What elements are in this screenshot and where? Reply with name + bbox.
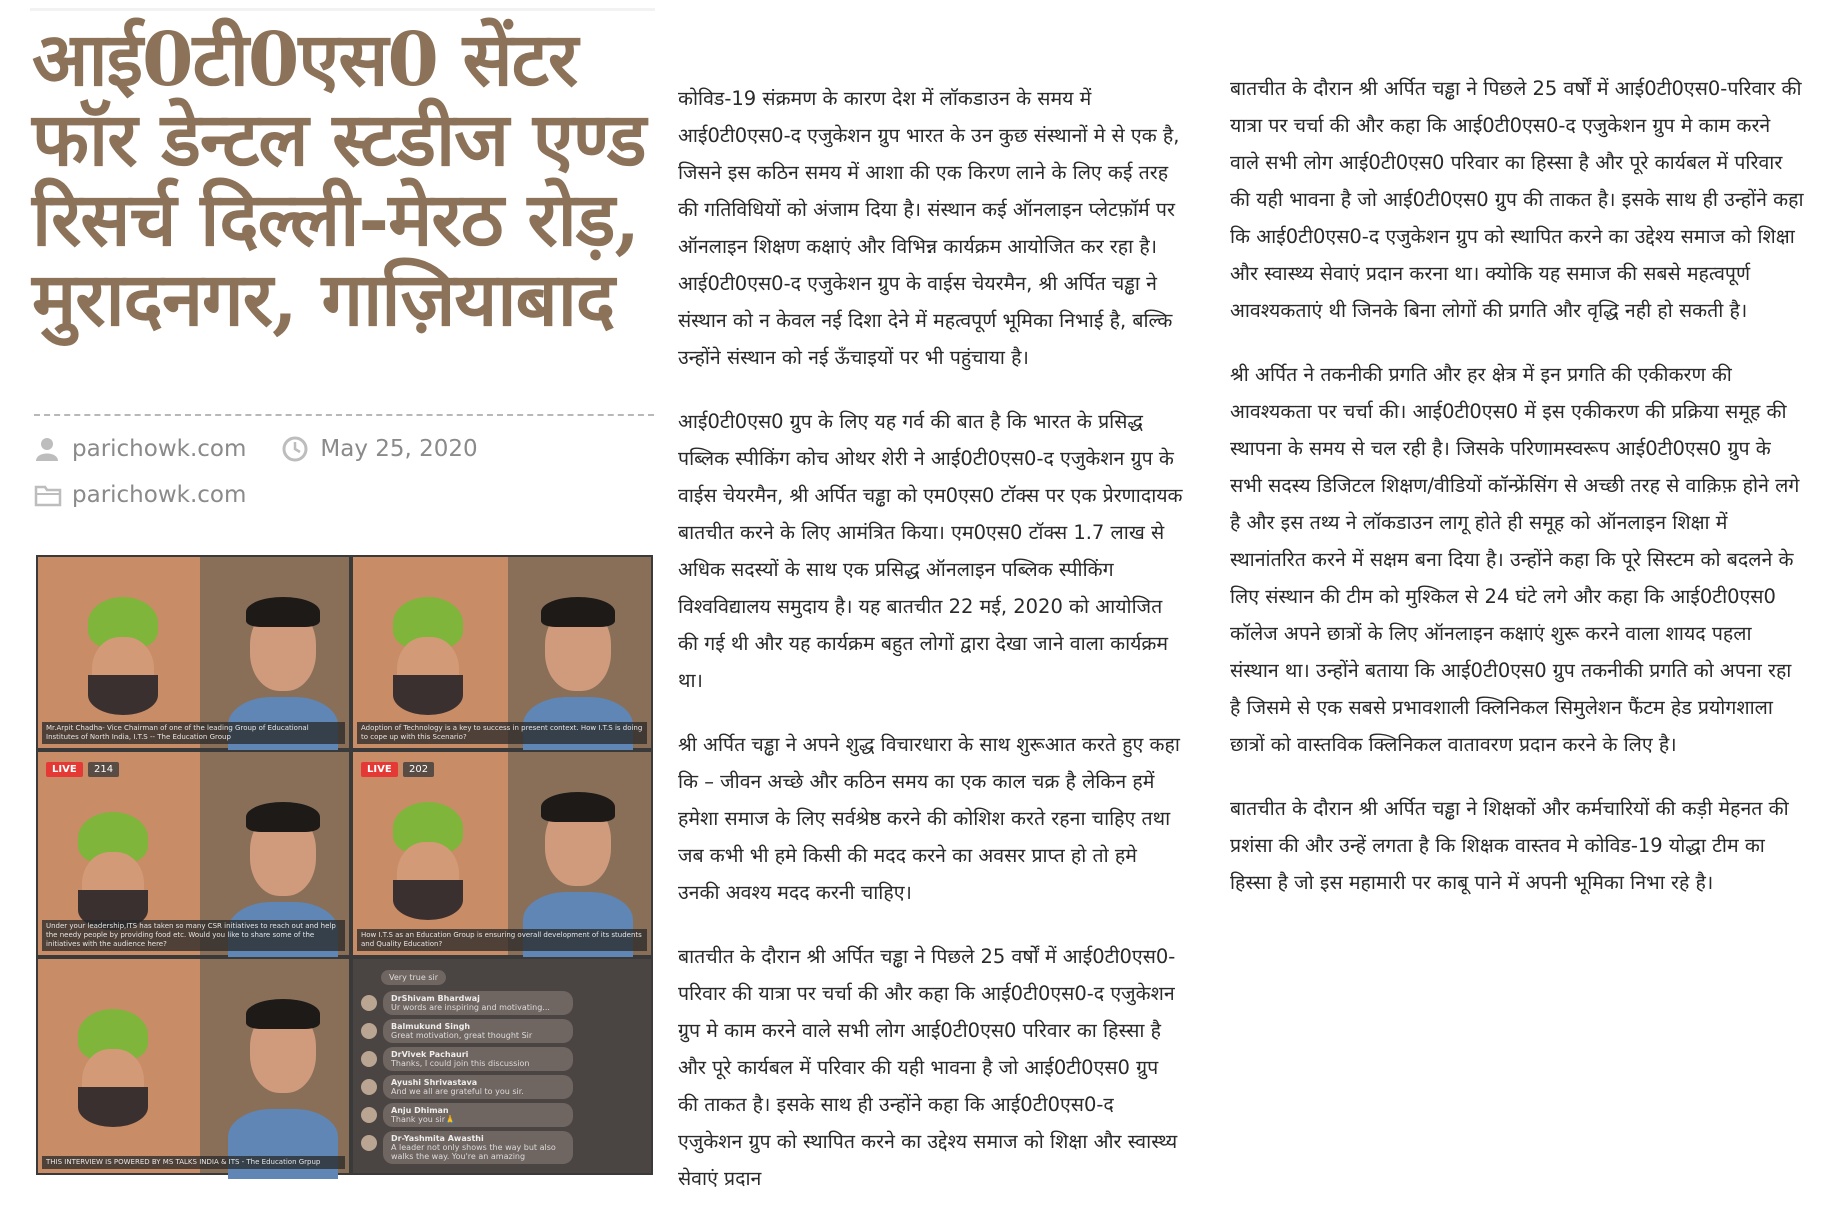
paragraph: बातचीत के दौरान श्री अर्पित चड्ढा ने पिछले 25 वर्षों में आई0टी0एस0-परिवार की यात्रा पर चर्चा की और कहा कि आई0टी0एस0-द एजुकेशन ग्रुप मे काम करने वाले सभी लोग आई0टी0एस0 परिवार का हिस्सा है और पूरे कार्यबल में परिवार की यही भावना है जो आई0टी0एस0 ग्रुप की ताकत है। इसके साथ ही उन्होंने कहा कि आई0टी0एस0-द एजुकेशन ग्रुप को स्थापित करने का उद्देश्य समाज को शिक्षा और स्वास्थ्य सेवाएं प्रदान bbox=[678, 945, 1178, 1190]
chat-message: Balmukund Singh Great motivation, great thought Sir bbox=[361, 1019, 643, 1043]
article-body-column-2 bbox=[1230, 70, 1805, 928]
paragraph: आई0टी0एस0 ग्रुप के लिए यह गर्व की बात है कि भारत के प्रसिद्ध पब्लिक स्पीकिंग कोच ओथर शेरी ने आई0टी0एस0-द एजुकेशन ग्रुप के वाईस चेयरमैन, श्री अर्पित चड्ढा को एम0एस0 टॉक्स पर एक प्रेरणादायक बातचीत करने के लिए आमंत्रित किया। एम0एस0 टॉक्स 1.7 लाख से अधिक सदस्यों के साथ एक प्रसिद्ध ऑनलाइन पब्लिक स्पीकिंग विश्वविद्यालय समुदाय है। यह बातचीत 22 मई, 2020 को आयोजित की गई थी और यह कार्यक्रम बहुत लोगों द्वारा देखा जाने वाला कार्यक्रम था। bbox=[678, 410, 1183, 692]
clock-icon bbox=[282, 436, 308, 462]
tile-caption: Under your leadership,ITS has taken so many CSR initiatives to reach out and help the needy people by providing food etc. Would you like to share some of the initiatives with the audience here? bbox=[42, 920, 345, 951]
video-tile bbox=[36, 555, 351, 750]
paragraph: श्री अर्पित ने तकनीकी प्रगति और हर क्षेत्र में इन प्रगति की एकीकरण की आवश्यकता पर चर्चा की। आई0टी0एस0 में इस एकीकरण की प्रक्रिया समूह की स्थापना के समय से चल रही है। जिसके परिणामस्वरूप आई0टी0एस0 ग्रुप के सभी सदस्य डिजिटल शिक्षण/वीडियों कॉन्फ्रेंसिंग से अच्छी तरह से वाक़िफ़ होने लगे है और इस तथ्य ने लॉकडाउन लागू होते ही समूह को ऑनलाइन शिक्षा में स्थानांतरित करने में सक्षम बना दिया है। उन्होंने कहा कि पूरे सिस्टम को बदलने के लिए संस्थान की टीम को मुश्किल से 24 घंटे लगे और कहा कि आई0टी0एस0 कॉलेज अपने छात्रों के लिए ऑनलाइन कक्षाएं शुरू करने वाला शायद पहला संस्थान था। उन्होंने बताया कि आई0टी0एस0 ग्रुप तकनीकी प्रगति को अपना रहा है जिसमे से एक सबसे प्रभावशाली क्लिनिकल सिमुलेशन फैंटम हेड प्रयोगशाला छात्रों को वास्तविक क्लिनिकल वातावरण प्रदान करने के लिए है। bbox=[1230, 363, 1800, 756]
chat-message: DrShivam Bhardwaj Ur words are inspiring and motivating... bbox=[361, 991, 643, 1015]
chat-message: Anju Dhiman Thank you sir🙏 bbox=[361, 1103, 643, 1127]
article-category bbox=[34, 482, 246, 508]
interview-photo-collage bbox=[36, 555, 653, 1175]
paragraph: श्री अर्पित चड्ढा ने अपने शुद्ध विचारधारा के साथ शुरूआत करते हुए कहा कि – जीवन अच्छे और कठिन समय का एक काल चक्र है लेकिन हमें हमेशा समाज के लिए सर्वश्रेष्ठ करने की कोशिश करते रहना चाहिए तथा जब कभी भी हमे किसी की मदद करने का अवसर प्राप्त हो तो हमे उनकी अवश्य मदद करनी चाहिए। bbox=[678, 733, 1180, 904]
post-date bbox=[282, 436, 477, 462]
avatar bbox=[361, 1051, 377, 1067]
avatar bbox=[361, 1107, 377, 1123]
chat-message: Ayushi Shrivastava And we all are grateful to you sir. bbox=[361, 1075, 643, 1099]
avatar bbox=[361, 1023, 377, 1039]
video-tile bbox=[36, 957, 351, 1175]
date-text: May 25, 2020 bbox=[320, 436, 478, 462]
viewer-count: 202 bbox=[403, 762, 434, 777]
viewer-count: 214 bbox=[88, 762, 119, 777]
avatar bbox=[361, 1135, 377, 1151]
tile-caption: How I.T.S as an Education Group is ensuring overall development of its students and Quality Education? bbox=[357, 929, 647, 951]
category-link[interactable]: parichowk.com bbox=[72, 482, 247, 508]
paragraph: बातचीत के दौरान श्री अर्पित चड्ढा ने शिक्षकों और कर्मचारियों की कड़ी मेहनत की प्रशंसा की और उन्हें लगता है कि शिक्षक वास्तव मे कोविड-19 योद्धा टीम का हिस्सा है जो इस महामारी पर काबू पाने में अपनी भूमिका निभा रहे है। bbox=[1230, 797, 1789, 894]
article-meta bbox=[34, 436, 478, 462]
avatar bbox=[361, 995, 377, 1011]
video-tile bbox=[36, 750, 351, 957]
top-divider bbox=[30, 8, 655, 11]
folder-icon bbox=[34, 482, 60, 508]
tile-caption: THIS INTERVIEW IS POWERED BY MS TALKS INDIA & ITS - The Education Grpup bbox=[42, 1156, 345, 1169]
user-icon bbox=[34, 436, 60, 462]
chat-message: Dr-Yashmita Awasthi A leader not only shows the way but also walks the way. You're an amazing bbox=[361, 1131, 643, 1164]
live-badge: LIVE bbox=[361, 762, 398, 777]
live-badge: LIVE bbox=[46, 762, 83, 777]
paragraph: कोविड-19 संक्रमण के कारण देश में लॉकडाउन के समय में आई0टी0एस0-द एजुकेशन ग्रुप भारत के उन कुछ संस्थानों मे से एक है, जिसने इस कठिन समय में आशा की एक किरण लाने के लिए कई तरह की गतिविधियों को अंजाम दिया है। संस्थान कई ऑनलाइन प्लेटफ़ॉर्म पर ऑनलाइन शिक्षण कक्षाएं और विभिन्न कार्यक्रम आयोजित कर रहा है। आई0टी0एस0-द एजुकेशन ग्रुप के वाईस चेयरमैन, श्री अर्पित चड्ढा ने संस्थान को न केवल नई दिशा देने में महत्वपूर्ण भूमिका निभाई है, बल्कि उन्होंने संस्थान को नई ऊँचाइयों पर भी पहुंचाया है। bbox=[678, 87, 1180, 369]
chat-message: Very true sir bbox=[381, 970, 446, 985]
article-title: आई0टी0एस0 सेंटर फॉर डेन्टल स्टडीज एण्ड रिसर्च दिल्ली-मेरठ रोड़, मुरादनगर, गाज़ियाबाद bbox=[32, 17, 646, 343]
chat-message: DrVivek Pachauri Thanks, I could join this discussion bbox=[361, 1047, 643, 1071]
tile-caption: Adoption of Technology is a key to success in present context. How I.T.S is doing to cope up with this Scenario? bbox=[357, 722, 647, 744]
article-body-column-1 bbox=[678, 80, 1183, 1224]
title-divider bbox=[34, 414, 654, 416]
tile-caption: Mr.Arpit Chadha- Vice Chairman of one of the leading Group of Educational Institutes of North India, I.T.S -- The Education Group bbox=[42, 722, 345, 744]
avatar bbox=[361, 1079, 377, 1095]
live-chat-panel bbox=[351, 957, 653, 1175]
paragraph: बातचीत के दौरान श्री अर्पित चड्ढा ने पिछले 25 वर्षों में आई0टी0एस0-परिवार की यात्रा पर चर्चा की और कहा कि आई0टी0एस0-द एजुकेशन ग्रुप मे काम करने वाले सभी लोग आई0टी0एस0 परिवार का हिस्सा है और पूरे कार्यबल में परिवार की यही भावना है जो आई0टी0एस0 ग्रुप की ताकत है। इसके साथ ही उन्होंने कहा कि आई0टी0एस0-द एजुकेशन ग्रुप को स्थापित करने का उद्देश्य समाज को शिक्षा और स्वास्थ्य सेवाएं प्रदान करना था। क्योकि यह समाज की सबसे महत्वपूर्ण आवश्यकताएं थी जिनके बिना लोगों की प्रगति और वृद्धि नही हो सकती है। bbox=[1230, 77, 1804, 322]
video-tile bbox=[351, 750, 653, 957]
video-tile bbox=[351, 555, 653, 750]
author-link[interactable]: parichowk.com bbox=[72, 436, 247, 462]
